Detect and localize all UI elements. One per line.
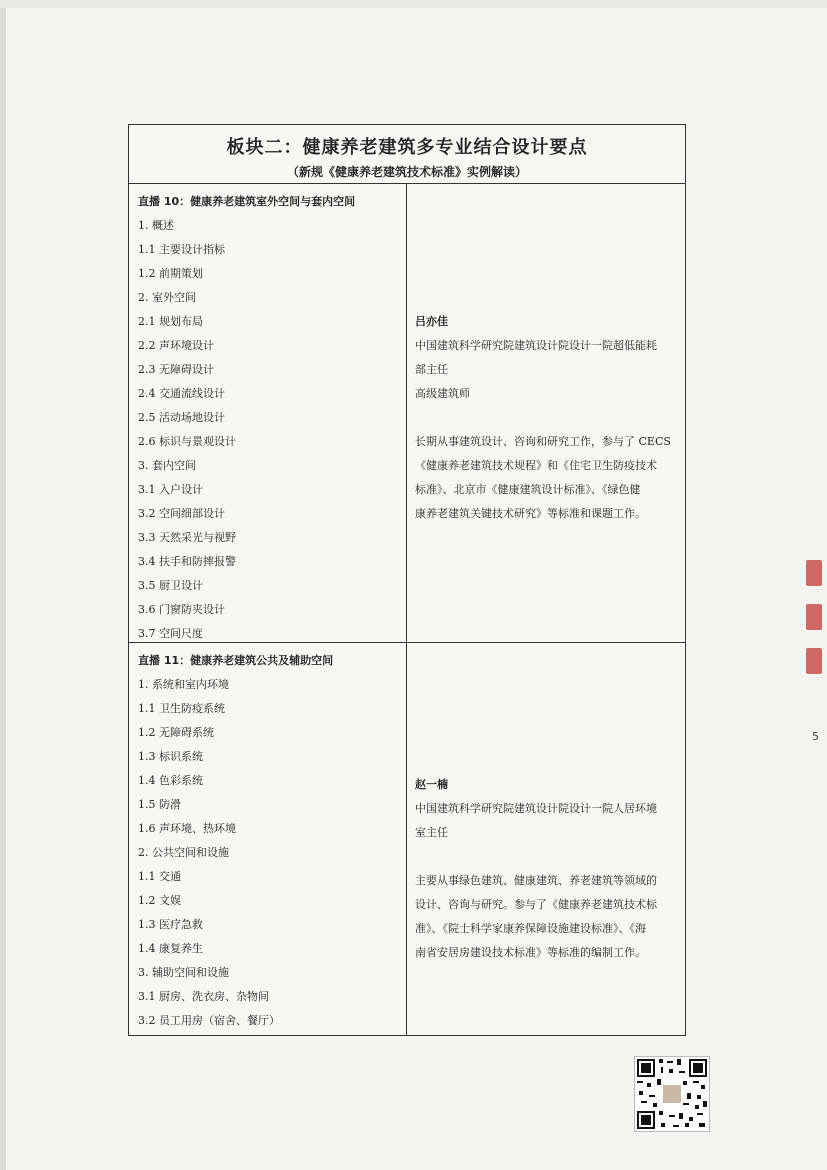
outline-item: 2.1 规划布局: [138, 315, 203, 328]
outline-item: 1.1 主要设计指标: [138, 243, 225, 256]
outline-item: 1. 概述: [138, 219, 174, 232]
outline-item: 3.1 厨房、洗衣房、杂物间: [138, 990, 269, 1003]
qr-code[interactable]: [634, 1056, 710, 1132]
outline-item: 1.4 康复养生: [138, 942, 203, 955]
speaker-title-line: 室主任: [415, 826, 448, 839]
speaker-bio-line: 主要从事绿色建筑、健康建筑、养老建筑等领域的: [415, 874, 657, 887]
table-title: [129, 125, 685, 184]
outline-item: 1.3 医疗急救: [138, 918, 203, 931]
outline-item: 2.5 活动场地设计: [138, 411, 225, 424]
outline-item: 1. 系统和室内环境: [138, 678, 229, 691]
session-heading: 直播 10：健康养老建筑室外空间与套内空间: [138, 195, 356, 208]
session-11-speaker: [407, 643, 685, 1035]
outline-item: 1.5 防滑: [138, 798, 181, 811]
scan-edge-top: [0, 0, 827, 8]
speaker-bio-line: 《健康养老建筑技术规程》和《住宅卫生防疫技术: [415, 459, 657, 472]
session-11-outline: [129, 643, 407, 1035]
outline-item: 1.4 色彩系统: [138, 774, 203, 787]
course-table: [128, 124, 686, 1036]
speaker-title-line: 中国建筑科学研究院建筑设计院设计一院超低能耗: [415, 339, 657, 352]
speaker-bio-line: 标准》、北京市《健康建筑设计标准》、《绿色健: [415, 483, 641, 496]
session-11: [129, 643, 685, 1035]
outline-item: 3.2 员工用房（宿舍、餐厅）: [138, 1014, 280, 1027]
outline-item: 1.1 卫生防疫系统: [138, 702, 225, 715]
outline-item: 3.3 天然采光与视野: [138, 531, 236, 544]
outline-item: 3.7 空间尺度: [138, 627, 203, 640]
outline-item: 2.4 交通流线设计: [138, 387, 225, 400]
outline-item: 2.3 无障碍设计: [138, 363, 214, 376]
speaker-title-line: 高级建筑师: [415, 387, 470, 400]
outline-item: 1.6 声环境、热环境: [138, 822, 236, 835]
speaker-bio-line: 准》、《院士科学家康养保障设施建设标准》、《海: [415, 922, 646, 935]
outline-item: 3.1 入户设计: [138, 483, 203, 496]
session-10-speaker: [407, 184, 685, 642]
outline-item: 2.2 声环境设计: [138, 339, 214, 352]
qr-code-icon: [635, 1057, 709, 1131]
page-number: 5: [812, 730, 819, 743]
outline-item: 1.2 文娱: [138, 894, 181, 907]
red-stamp-edge: [806, 560, 827, 710]
outline-item: 3.6 门窗防夹设计: [138, 603, 225, 616]
outline-item: 3.4 扶手和防摔报警: [138, 555, 236, 568]
outline-item: 1.2 前期策划: [138, 267, 203, 280]
session-heading: 直播 11：健康养老建筑公共及辅助空间: [138, 654, 334, 667]
outline-item: 2.6 标识与景观设计: [138, 435, 236, 448]
outline-item: 3.2 空间细部设计: [138, 507, 225, 520]
speaker-bio-line: 长期从事建筑设计、咨询和研究工作，参与了 CECS: [415, 435, 671, 448]
outline-item: 1.1 交通: [138, 870, 181, 883]
speaker-bio-line: 设计、咨询与研究。参与了《健康养老建筑技术标: [415, 898, 657, 911]
speaker-bio-line: 南省安居房建设技术标准》等标准的编制工作。: [415, 946, 646, 959]
speaker-name: 吕亦佳: [415, 315, 448, 328]
speaker-title-line: 中国建筑科学研究院建筑设计院设计一院人居环境: [415, 802, 657, 815]
session-10-outline: [129, 184, 407, 642]
outline-item: 1.2 无障碍系统: [138, 726, 214, 739]
outline-item: 2. 室外空间: [138, 291, 196, 304]
session-10: [129, 184, 685, 643]
speaker-name: 赵一楠: [415, 778, 448, 791]
speaker-title-line: 部主任: [415, 363, 448, 376]
outline-item: 3.5 厨卫设计: [138, 579, 203, 592]
page-title: 板块二：健康养老建筑多专业结合设计要点: [226, 137, 588, 158]
outline-item: 3. 辅助空间和设施: [138, 966, 229, 979]
speaker-bio-line: 康养老建筑关键技术研究》等标准和课题工作。: [415, 507, 646, 520]
outline-item: 2. 公共空间和设施: [138, 846, 229, 859]
outline-item: 3. 套内空间: [138, 459, 196, 472]
scan-edge-left: [0, 0, 6, 1170]
outline-item: 1.3 标识系统: [138, 750, 203, 763]
page-subtitle: （新规《健康养老建筑技术标准》实例解读）: [286, 165, 527, 179]
